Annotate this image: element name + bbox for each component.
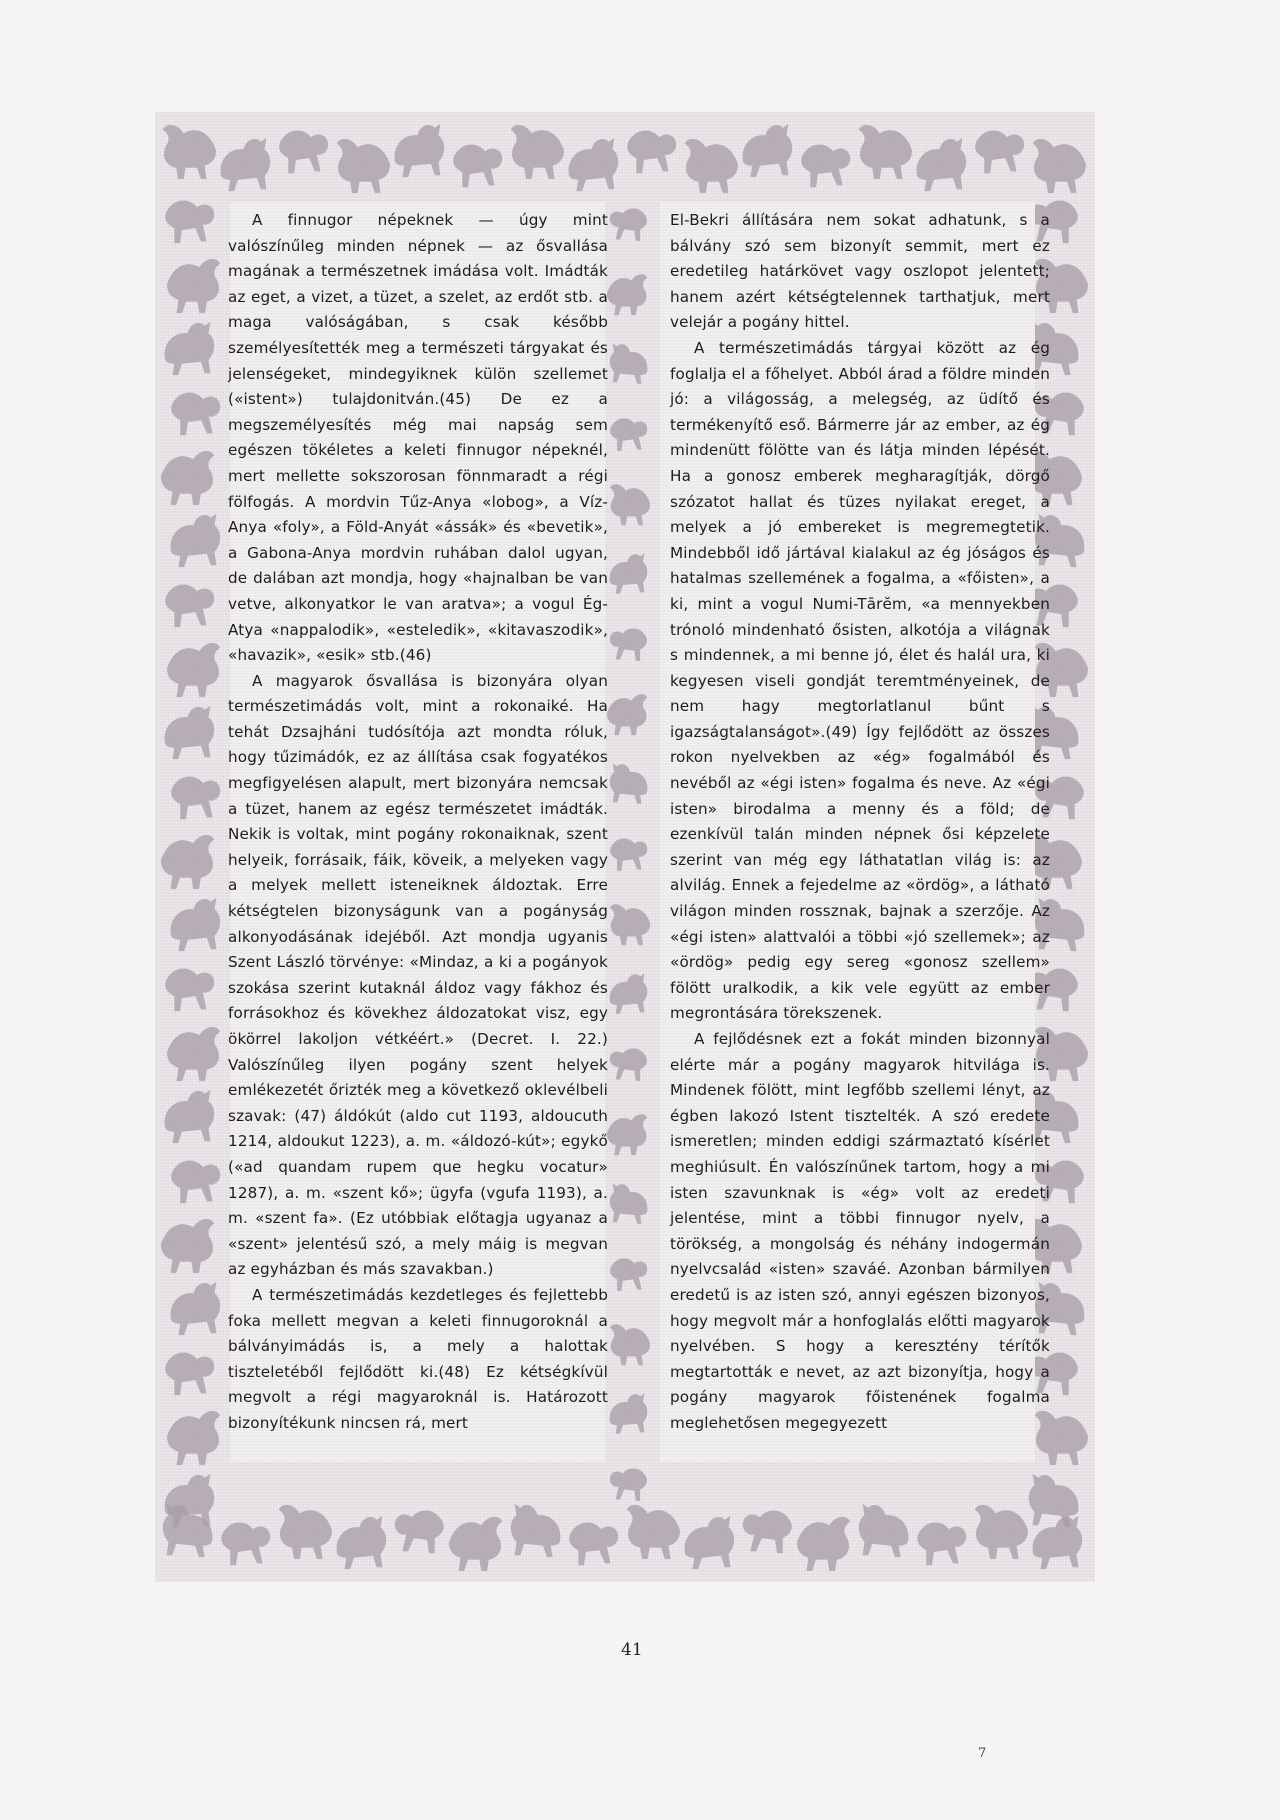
right-text-column — [670, 208, 1050, 1458]
horse-motif — [797, 1517, 850, 1571]
sheet-number: 7 — [978, 1746, 987, 1761]
horse-motif — [801, 144, 850, 187]
horse-motif — [395, 1510, 444, 1553]
horse-motif — [171, 776, 220, 819]
horse-motif — [685, 1516, 735, 1569]
horse-motif — [610, 1324, 650, 1365]
horse-motif — [975, 1505, 1028, 1559]
horse-motif — [610, 1393, 648, 1433]
horse-motif — [610, 1468, 647, 1500]
paragraph: A finnugor népeknek — úgy mint valószínűleg minden népnek — az ősvallása magának a természetnek imádása volt. Imádták az eget, a vizet, a tüzet, a szelet, az erdőt stb. a maga valóságában, s csak később személyesítették meg a természeti tárgyakat és jelenségeket, mindegyiknek külön szellemet («istent») tulajdonitván.(45) De ez a megszemélyesítés még mai napság sem egészen tökéletes a keleti finnugor népeknél, mert mellette sokszorosan fönnmaradt a régi fölfogás. A mordvin Tűz-Anya «lobog», a Víz-Anya «foly», a Föld-Anyát «ássák» és «bevetik», a Gabona-Anya mordvin ruhában dalol ugyan, de dalában azt mondja, hogy «hajnalban be van vetve, alkonyatkor le van aratva»; a vogul Ég-Atya «nappalodik», «esteledik», «kitavaszodik», «havazik», «esik» stb.(46) — [228, 211, 608, 665]
paragraph: A természetimádás kezdetleges és fejlettebb foka mellett megvan a keleti finnugoroknál a bálványimádás is, a mely a halottak tiszteletéből fejlődött ki.(48) Ez kétségkívül megvolt a régi magyaroknál is. Határozott bizonyítékunk nincsen rá, mert — [228, 1285, 608, 1432]
horse-motif — [221, 138, 271, 191]
horse-motif — [167, 259, 220, 313]
horse-motif — [610, 628, 647, 660]
horse-motif — [610, 904, 650, 945]
horse-motif — [221, 1522, 270, 1565]
horse-motif — [161, 451, 214, 505]
horse-motif — [1033, 139, 1086, 193]
horse-motif — [453, 144, 502, 187]
horse-motif — [610, 1048, 647, 1080]
horse-motif — [165, 1090, 215, 1143]
horse-motif — [1033, 1516, 1083, 1569]
paragraph: El-Bekri állítására nem sokat adhatunk, s a bálvány szó sem bizonyít semmit, mert ez eredetileg határkövet vagy oszlopot jelentett; hanem azért kétségtelennek tarthatjuk, mert velejár a pogány hittel. — [670, 211, 1050, 332]
horse-motif — [627, 130, 676, 173]
horse-motif — [917, 138, 967, 191]
horse-motif — [165, 1352, 214, 1395]
horse-motif — [337, 1516, 387, 1569]
horse-motif — [610, 208, 647, 240]
horse-motif — [610, 553, 648, 593]
horse-motif — [511, 125, 564, 179]
horse-motif — [975, 130, 1024, 173]
horse-motif — [161, 1219, 214, 1273]
horse-motif — [337, 139, 390, 193]
horse-motif — [607, 694, 647, 735]
horse-motif — [859, 1504, 909, 1557]
horse-motif — [279, 130, 328, 173]
horse-motif — [171, 514, 221, 567]
horse-motif — [395, 124, 445, 177]
horse-motif — [511, 1504, 561, 1557]
horse-motif — [569, 138, 619, 191]
horse-motif — [165, 706, 215, 759]
horse-motif — [743, 1510, 792, 1553]
horse-motif — [171, 392, 220, 435]
horse-motif — [569, 1522, 618, 1565]
paragraph: A természetimádás tárgyai között az ég foglalja el a főhelyet. Abból árad a földre minden jó: a világosság, a melegség, az üdítő és termékenyítő eső. Bármerre jár az ember, az ég mindenütt fölötte van és látja minden lépését. Ha a gonosz emberek megharagítják, dörgő szózatot hallat és tüzes nyilakat ereget, a melyek a jó embereket is megremegtetik. Mindebből idő jártával kialakul az ég jóságos és hatalmas szellemének a fogalma, a «főisten», a ki, mint a vogul Numi-Tārĕm, «a mennyekben trónoló mindenható ősisten, alkotója a világnak s mindennek, a mi benne jó, élet és halál ura, ki kegyesen viseli gondját teremtményeinek, de nem hagy megtorlatlanul bűnt s igazságtalanságot».(49) Így fejlődött az összes rokon nyelvekben az «ég» fogalmából és nevéből az «égi isten» fogalma és neve. Az «égi isten» birodalma a menny és a föld; de ezenkívül talán minden népnek ősi képzelete szerint van még egy láthatatlan világ is: az alvilág. Ennek a fejedelme az «ördög», a látható világon minden rossznak, bajnak a szerzője. Az «égi isten» alattvalói a többi «jó szellemek»; az «ördög» pedig egy sereg «gonosz szellem» fölött uralkodik, a kik vele együtt az ember megrontására törekszenek. — [670, 338, 1050, 1023]
horse-motif — [171, 898, 221, 951]
horse-motif — [685, 139, 738, 193]
horse-motif — [743, 124, 793, 177]
horse-motif — [165, 584, 214, 627]
horse-motif — [167, 1411, 220, 1465]
horse-motif — [859, 125, 912, 179]
horse-motif — [165, 322, 215, 375]
horse-motif — [165, 200, 214, 243]
horse-motif — [917, 1522, 966, 1565]
horse-motif — [610, 418, 647, 450]
horse-motif — [627, 1505, 680, 1559]
page-number: 41 — [621, 1640, 643, 1660]
horse-motif — [607, 1114, 647, 1155]
horse-motif — [610, 1258, 647, 1290]
horse-motif — [610, 343, 648, 383]
horse-motif — [171, 1160, 220, 1203]
horse-motif — [610, 484, 650, 525]
horse-motif — [610, 973, 648, 1013]
horse-motif — [607, 274, 647, 315]
horse-motif — [610, 838, 647, 870]
horse-motif — [279, 1505, 332, 1559]
horse-motif — [171, 1282, 221, 1335]
horse-motif — [163, 125, 216, 179]
horse-motif — [161, 835, 214, 889]
horse-motif — [610, 763, 648, 803]
horse-motif — [167, 643, 220, 697]
paragraph: A magyarok ősvallása is bizonyára olyan természetimádás volt, mint a rokonaiké. Ha tehát Dzsajháni tudósítója azt mondta róluk, hogy tűzimádók, ez az állítása csak fogyatékos megfigyelésen alapult, mert bizonyára nemcsak a tüzet, hanem az egész természetet imádták. Nekik is voltak, mint pogány rokonaiknak, szent helyeik, forrásaik, fáik, köveik, a melyeken vagy a melyek mellett isteneiknek áldoztak. Erre kétségtelen bizonyságunk van a pogányság alkonyodásának idejéből. Azt mondja ugyanis Szent László törvénye: «Mindaz, a ki a pogányok szokása szerint kutaknál áldoz vagy fákhoz és forrásokhoz és kövekhez áldozatokat visz, egy ökörrel lakoljon vétkéért.» (Decret. I. 22.) Valószínűleg ilyen pogány szent helyek emlékezetét őrizték meg a következő oklevélbeli szavak: (47) áldókút (aldo cut 1193, aldoucuth 1214, aldoukut 1223), a. m. «áldozó-kút»; egykő («ad quandam rupem que hegku vocatur» 1287), a. m. «szent kő»; ügyfa (vgufa 1193), a. m. «szent fa». (Ez utóbbiak előtagja ugyanaz a «szent» jelentésű szó, a mely máig is megvan az egyházban és más szavakban.) — [228, 671, 608, 1279]
horse-motif — [610, 1183, 648, 1223]
horse-motif — [165, 968, 214, 1011]
horse-motif — [167, 1027, 220, 1081]
horse-motif — [449, 1517, 502, 1571]
left-text-column — [228, 208, 608, 1458]
paragraph: A fejlődésnek ezt a fokát minden bizonnyal elérte már a pogány magyarok hitvilága is. Mindenek fölött, mint legfőbb szellemi lényt, az égben lakozó Istent tisztelték. A szó eredete ismeretlen; minden eddigi származtató kísérlet meghiúsult. Én valószínűnek tartom, hogy a mi isten szavunknak is «ég» volt az eredeti jelentése, mint a többi finnugor nyelv, a törökség, a mongolság és néhány indogermán nyelvcsalád «isten» szaváé. Azonban bármilyen eredetű is az isten szó, annyi egészen bizonyos, hogy megvolt már a honfoglalás előtti magyarok nyelvében. S hogy a keresztény térítők megtartották e nevet, az azt bizonyítja, hogy a pogány magyarok főistenének fogalma meglehetősen megegyezett — [670, 1030, 1050, 1432]
